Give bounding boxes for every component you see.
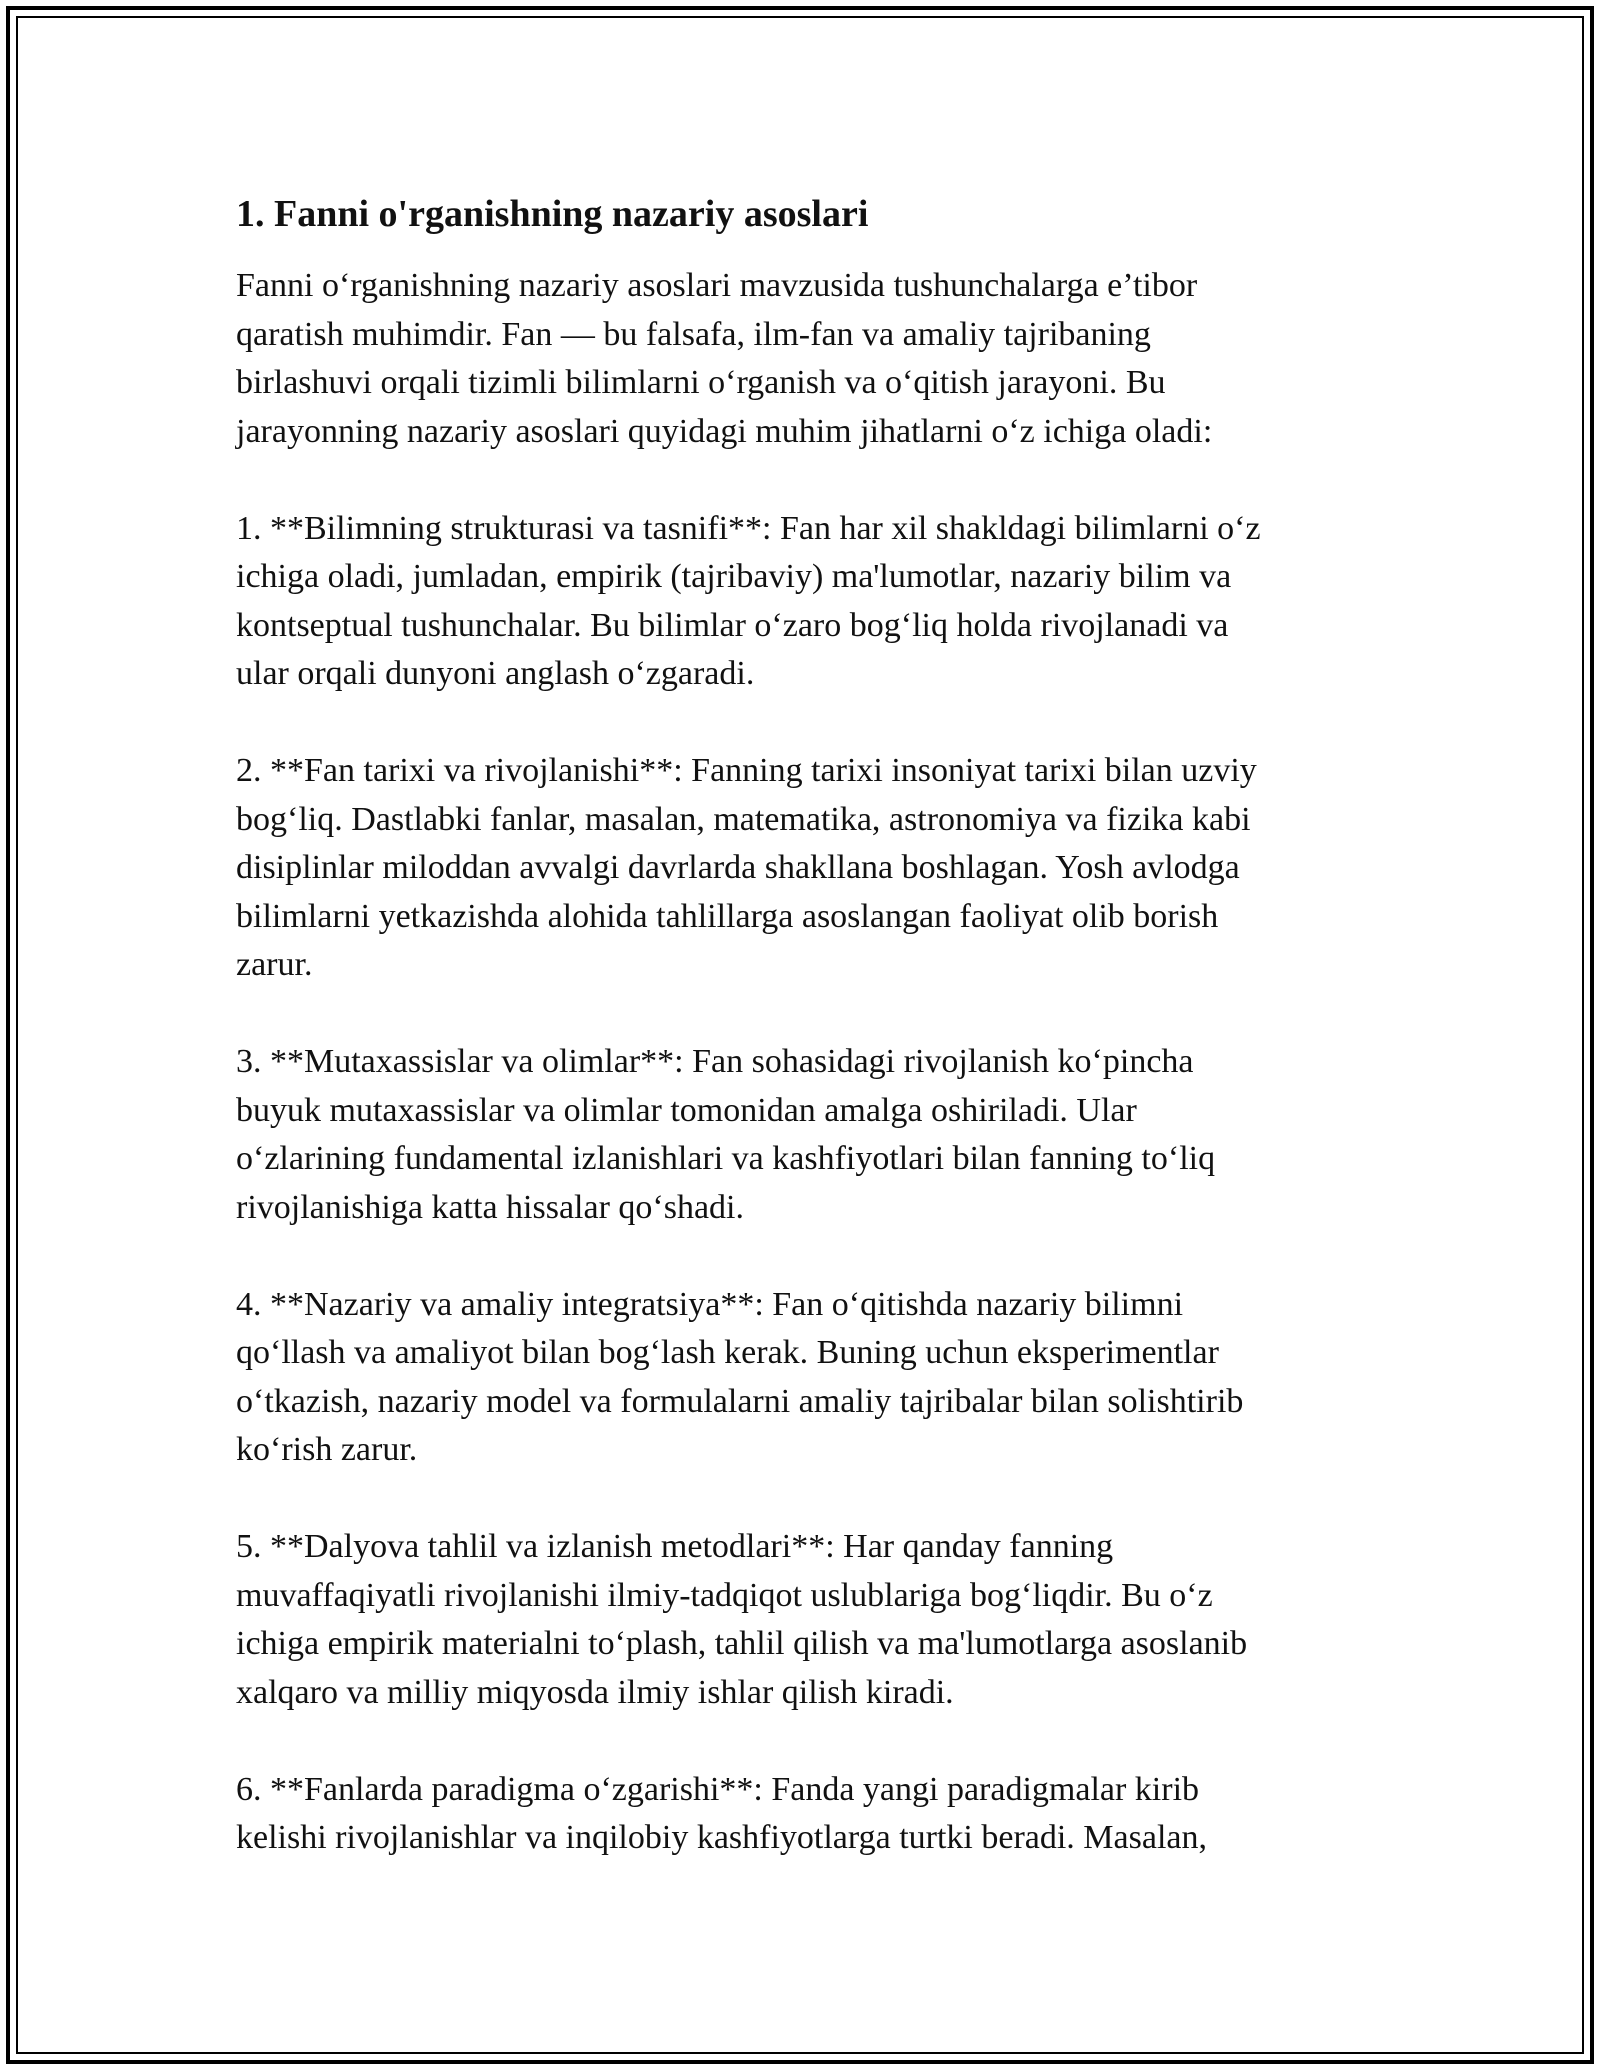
list-item-1-paragraph: 1. **Bilimning strukturasi va tasnifi**: Fan har xil shakldagi bilimlarni o‘z ichiga oladi, jumladan, empirik (tajribaviy) ma'lumotlar, nazariy bilim va kontseptual tushunchalar. Bu bilimlar o‘zaro bog‘liq holda rivojlanadi va ular orqali dunyoni anglash o‘zgaradi. bbox=[236, 509, 1261, 692]
list-item-2-paragraph: 2. **Fan tarixi va rivojlanishi**: Fanning tarixi insoniyat tarixi bilan uzviy bog‘liq. Dastlabki fanlar, masalan, matematika, astronomiya va fizika kabi disiplinlar miloddan avvalgi davrlarda shakllana boshlagan. Yosh avlodga bilimlarni yetkazishda alohida tahlillarga asoslangan faoliyat olib borish zarur. bbox=[236, 752, 1257, 983]
list-item-6-paragraph: 6. **Fanlarda paradigma o‘zgarishi**: Fanda yangi paradigmalar kirib kelishi rivojlanishlar va inqilobiy kashfiyotlarga turtki beradi. Masalan, bbox=[236, 1770, 1207, 1856]
document-body bbox=[236, 190, 1376, 1911]
list-item-3-paragraph: 3. **Mutaxassislar va olimlar**: Fan sohasidagi rivojlanish ko‘pincha buyuk mutaxassislar va olimlar tomonidan amalga oshiriladi. Ular o‘zlarining fundamental izlanishlari va kashfiyotlari bilan fanning to‘liq rivojlanishiga katta hissalar qo‘shadi. bbox=[236, 1043, 1216, 1226]
document-title: 1. Fanni o'rganishning nazariy asoslari bbox=[236, 193, 869, 235]
intro-paragraph: Fanni o‘rganishning nazariy asoslari mavzusida tushunchalarga e’tibor qaratish muhimdir. Fan — bu falsafa, ilm-fan va amaliy tajribaning birlashuvi orqali tizimli bilimlarni o‘rganish va o‘qitish jarayoni. Bu jarayonning nazariy asoslari quyidagi muhim jihatlarni o‘z ichiga oladi: bbox=[236, 267, 1213, 450]
list-item-4-paragraph: 4. **Nazariy va amaliy integratsiya**: Fan o‘qitishda nazariy bilimni qo‘llash va amaliyot bilan bog‘lash kerak. Buning uchun eksperimentlar o‘tkazish, nazariy model va formulalarni amaliy tajribalar bilan solishtirib ko‘rish zarur. bbox=[236, 1285, 1244, 1468]
list-item-5-paragraph: 5. **Dalyova tahlil va izlanish metodlari**: Har qanday fanning muvaffaqiyatli rivojlanishi ilmiy-tadqiqot uslublariga bog‘liqdir. Bu o‘z ichiga empirik materialni to‘plash, tahlil qilish va ma'lumotlarga asoslanib xalqaro va milliy miqyosda ilmiy ishlar qilish kiradi. bbox=[236, 1528, 1248, 1711]
